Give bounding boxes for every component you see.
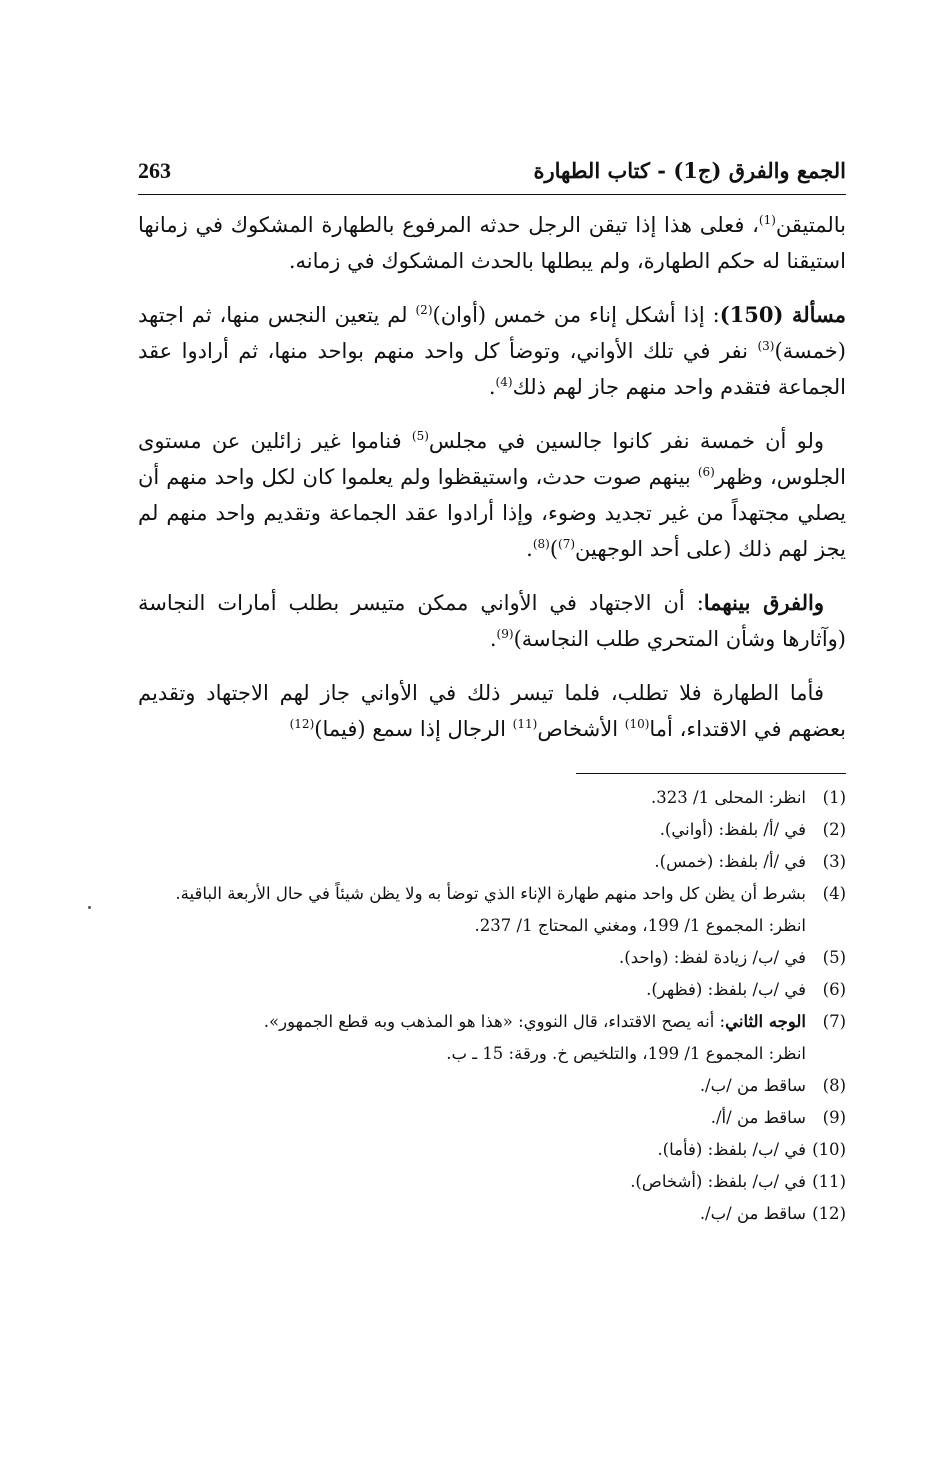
footnote: (5) في /ب/ زيادة لفظ: (واحد). — [619, 948, 846, 967]
footnote: (11) في /ب/ بلفظ: (أشخاص). — [630, 1172, 846, 1191]
book-page — [138, 150, 846, 1230]
footnote: (1) انظر: المحلى 1/ 323. — [651, 788, 846, 807]
footnote: (7) الوجه الثاني: أنه يصح الاقتداء، قال النووي: «هذا هو المذهب وبه قطع الجمهور». — [263, 1012, 846, 1031]
paragraph-difference: والفرق بينهما: أن الاجتهاد في الأواني ممكن متيسر بطلب أمارات النجاسة (وآثارها وشأن المتحري طلب النجاسة)$^{(9)}$. — [138, 590, 846, 651]
footnote-ref: (12) — [289, 717, 315, 731]
footnote-ref: (10) — [624, 717, 650, 731]
footnote-ref: (3) — [757, 339, 775, 353]
footnote: (6) في /ب/ بلفظ: (فظهر). — [646, 980, 846, 999]
paragraph-3: ولو أن خمسة نفر كانوا جالسين في مجلس$^{(5)}$ فناموا غير زائلين عن مستوى الجلوس، وظهر$^{(6)}$ بينهم صوت حدث، واستيقظوا ولم يعلموا كان لكل واحد منهم أن يصلي مجتهداً من غير تجديد وضوء، وإذا أرادوا عقد الجماعة وتقديم واحد منهم لم يجز لهم ذلك (على أحد الوجهين$^{(7)}$)$^{(8)}$. — [138, 429, 846, 561]
footnote-ref: (1) — [758, 213, 776, 227]
footnote: (4) بشرط أن يظن كل واحد منهم طهارة الإناء الذي توضأ به ولا يظن شيئاً في حال الأربعة الباقية. — [175, 884, 846, 903]
footnotes — [138, 782, 846, 1230]
main-text — [138, 207, 846, 747]
page-number: 263 — [138, 158, 171, 183]
header-rule — [138, 194, 846, 195]
footnote: (2) في /أ/ بلفظ: (أواني). — [659, 820, 846, 839]
paragraph-masala-150: مسألة (150): إذا أشكل إناء من خمس (أوان)$^{(2)}$ لم يتعين النجس منها، ثم اجتهد (خمسة)$^{(3)}$ نفر في تلك الأواني، وتوضأ كل واحد منهم بواحد منها، ثم أرادوا عقد الجماعة فتقدم واحد منهم جاز لهم ذلك$^{(4)}$. — [138, 302, 846, 399]
footnote-continuation: انظر: المجموع 1/ 199، ومغني المحتاج 1/ 237. — [474, 916, 806, 935]
footnote: (9) ساقط من /أ/. — [710, 1108, 846, 1127]
footnote-ref: (5) — [411, 429, 429, 443]
footnote: (8) ساقط من /ب/. — [699, 1076, 846, 1095]
paragraph-1: بالمتيقن$^{(1)}$، فعلى هذا إذا تيقن الرجل حدثه المرفوع بالطهارة المشكوك في زمانها استيقنا له حكم الطهارة، ولم يبطلها بالحدث المشكوك في زمانه. — [138, 213, 846, 273]
header-title: الجمع والفرق (ج1) - كتاب الطهارة — [533, 158, 846, 183]
footnote-ref: (2) — [415, 303, 433, 317]
footnote: (3) في /أ/ بلفظ: (خمس). — [654, 852, 846, 871]
paragraph-5: فأما الطهارة فلا تطلب، فلما تيسر ذلك في الأواني جاز لهم الاجتهاد وتقديم بعضهم في الاقتداء، أما$^{(10)}$ الأشخاص$^{(11)}$ الرجال إذا سمع (فيما)$^{(12)}$ — [138, 681, 846, 741]
footnote-ref: (9) — [496, 627, 514, 641]
footnote: (10) في /ب/ بلفظ: (فأما). — [657, 1140, 846, 1159]
footnote-rule — [576, 773, 846, 774]
footnote: (12) ساقط من /ب/. — [699, 1204, 846, 1223]
running-header — [138, 150, 846, 192]
masala-heading: مسألة (150) — [719, 302, 846, 327]
footnote-continuation: انظر: المجموع 1/ 199، والتلخيص خ. ورقة: 15 ـ ب. — [446, 1044, 806, 1063]
footnote-ref: (4) — [495, 375, 513, 389]
footnote-ref: (7) — [558, 537, 576, 551]
scan-speck — [88, 906, 91, 909]
footnote-ref: (8) — [532, 537, 550, 551]
difference-heading: والفرق بينهما — [703, 590, 825, 615]
footnote-ref: (11) — [512, 717, 538, 731]
footnote-ref: (6) — [697, 465, 715, 479]
